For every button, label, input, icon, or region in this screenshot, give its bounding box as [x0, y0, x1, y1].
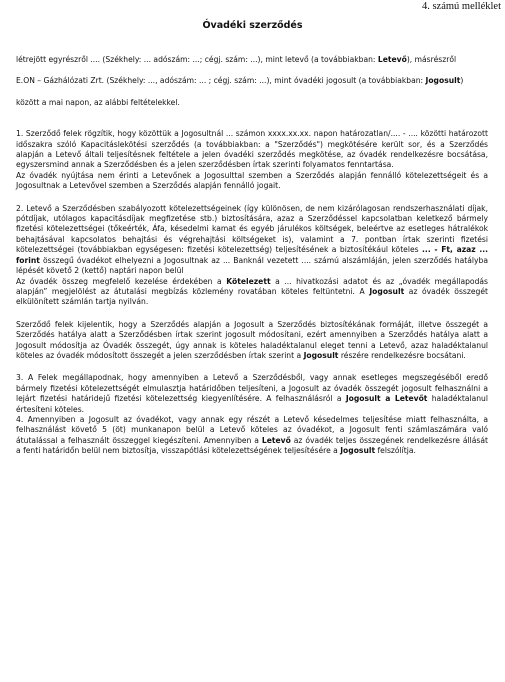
bold-text-run: Jogosult [340, 446, 376, 456]
text-run: Az óvadék összeg megfelelő kezelése érdekében a [16, 276, 227, 286]
text-run: Szerződő felek kijelentik, hogy a Szerződés alapján a Jogosult a Szerződés biztosítékának formáját, illetve összegét a Szerződés hatálya alatt a Szerződésben írtak szerint jogosult módosítani, ezért amennyiben a Szerződés hatálya alatt a Jogosult módosítja az Óvadék összegét, úgy annak is köteles haladéktalanul eleget tenni a Letevő, azaz haladéktalanul köteles az óvadék módosított összegét a jelen szerződésben írtak szerint a [16, 319, 488, 360]
text-run: létrejött egyrészről .... (Székhely: ... adószám: ...; cégj. szám: ...), mint letevő (a továbbiakban: [16, 55, 378, 64]
bold-text-run: Jogosult [303, 350, 339, 360]
text-run: között a mai napon, az alábbi feltételekkel. [16, 97, 180, 107]
paragraph-declaration [16, 320, 488, 362]
paragraph-section-2 [16, 204, 488, 308]
text-run: Az óvadék nyújtása nem érinti a Letevőnek a Jogosulttal szemben a Szerződés alapján fennálló kötelezettségeit és a Jogosultnak a Letevővel szemben a Szerződés alapján fennálló jogait. [16, 170, 488, 191]
text-run: E.ON – Gázhálózati Zrt. (Székhely: ..., adószám: ... ; cégj. szám: ...), mint óvadéki jogosult (a továbbiakban: [16, 76, 426, 86]
bold-text-run: Letevő [261, 435, 291, 445]
text-run: részére rendelkezésre bocsátani. [338, 350, 466, 360]
paragraph-section-1 [16, 129, 488, 191]
text-run: 1. Szerződő felek rögzítik, hogy közöttük a Jogosultnál ... számon xxxx.xx.xx. napon határozatlan/.... - .... közötti határozott időszakra szóló Kapacitáslekötési szerződés (a továbbiakban: a "Szerződés") megkötésére került sor, és a Szerződés alapján a Letevő általi teljesítésnek feltétele a jelen óvadéki szerződés megkötése, az óvadék rendelkezésre bocsátása, egyszersmind annak a Szerződésben és a jelen szerződésben írtak szerinti folyamatos fenntartása. [16, 129, 488, 170]
text-run: összegű óvadékot elhelyezni a Jogosultnak az ... Banknál vezetett .... számú alszámláján, jelen szerződés hatályba lépését követő 2 (kettő) naptári napon belül [16, 255, 488, 276]
bold-text-run: Jogosult a Letevőt [345, 394, 428, 404]
bold-text-run: Jogosult [369, 286, 405, 296]
bold-text-run: Kötelezett [226, 276, 271, 286]
text-run: ) [460, 76, 464, 86]
document-title: Óvadéki szerződés [202, 20, 303, 31]
bold-text-run: ... - Ft, azaz ... forint [16, 245, 488, 265]
text-run: 2. Letevő a Szerződésben szabályozott kötelezettségeinek (így különösen, de nem kizárólagosan rendszerhasználati díjak, pótdíjak, utólagos kapacitásdíjak megfizetése stb.) biztosítására, azaz a Szerződéssel kapcsolatban keletkező bármely fizetési kötelezettségei (tőkeérték, Áfa, késedelmi kamat és egyéb járulékos költségek, beleértve az esetleges hátralékok behajtásával kapcsolatos behajtási és végrehajtási költségeket is), valamint a 7. pontban írtak szerinti fizetési kötelezettségei (továbbiakban egységesen: fizetési kötelezettség) teljesítésének a biztosítékául köteles [16, 203, 488, 255]
text-run: a ... hivatkozási adatot és az „óvadék megállapodás alapján” megjelölést az átutalási megbízás közlemény rovatában köteles feltüntetni. A [16, 276, 488, 296]
text-run: az óvadék teljes összegének rendelkezésre állását a fenti határidőn belül nem biztosítja, visszapótlási kötelezettségének teljesítésére a [16, 435, 489, 456]
paragraph-section-3-4 [16, 373, 488, 456]
text-run: haladéktalanul értesíteni köteles. [16, 394, 488, 414]
bold-text-run: Letevő [377, 55, 407, 64]
annex-label: 4. számú melléklet [421, 1, 501, 12]
paragraph-parties-jogosult [16, 76, 488, 86]
text-run: 3. A Felek megállapodnak, hogy amennyiben a Letevő a Szerződésből, vagy annak esetleges megszegéséből eredő bármely fizetési kötelezettségét elmulasztja határidőben teljesíteni, a Jogosult az óvadék összegét jogosult felhasználni a lejárt fizetési határidejű fizetési kötelezettség kiegyenlítésére. A felhasználásról a [16, 373, 488, 404]
bold-text-run: Jogosult [425, 76, 461, 86]
text-run: ), másrészről [406, 55, 457, 64]
paragraph-parties-letevo [16, 55, 488, 65]
document-body [16, 55, 488, 457]
text-run: az óvadék összegét elkülönített számlán tartja nyilván. [16, 286, 488, 307]
text-run: 4. Amennyiben a Jogosult az óvadékot, vagy annak egy részét a Letevő késedelmes teljesítése miatt felhasználta, a felhasználást követő 5 (öt) munkanapon belül a Letevő köteles az óvadékot, a Jogosult fenti számlaszámára való átutalással a felhasznált összeggel kiegészíteni. Amennyiben a [16, 414, 488, 445]
text-run: felszólítja. [375, 446, 416, 456]
paragraph-intro [16, 98, 488, 108]
